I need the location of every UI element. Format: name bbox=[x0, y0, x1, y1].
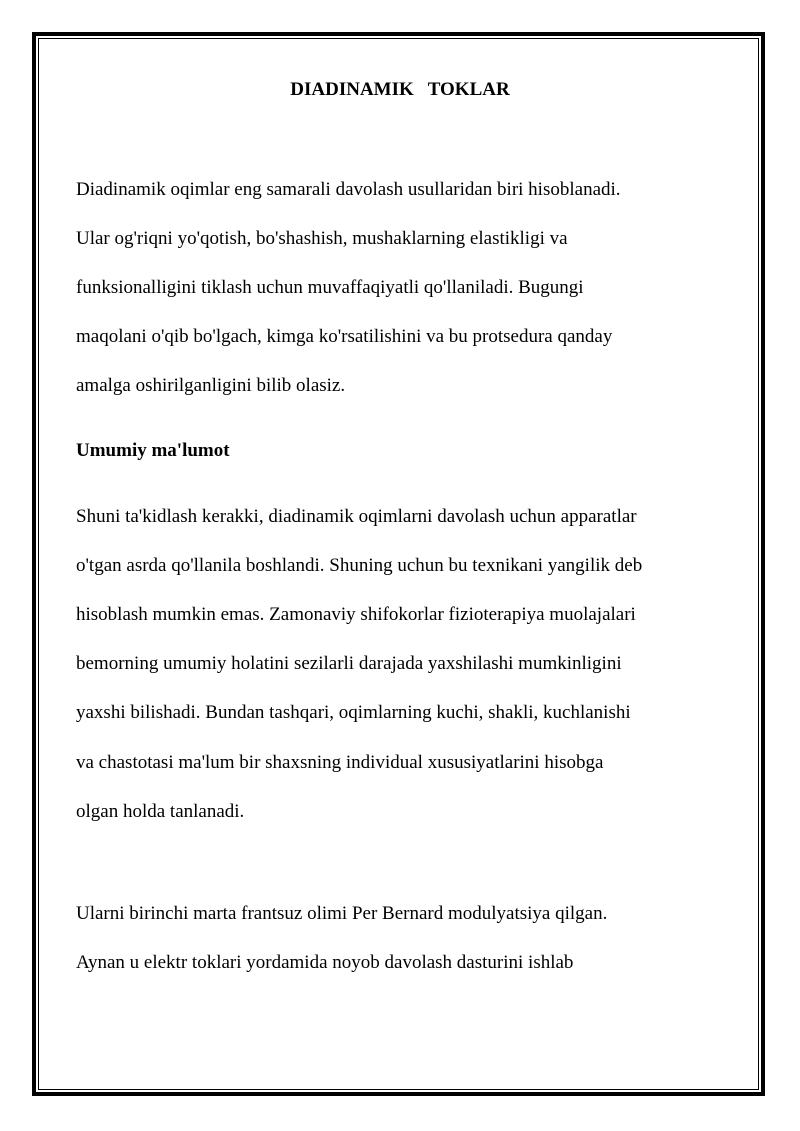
text-line: amalga oshirilganligini bilib olasiz. bbox=[76, 375, 346, 396]
text-line: va chastotasi ma'lum bir shaxsning individual xususiyatlarini hisobga bbox=[76, 752, 604, 773]
section-heading: Umumiy ma'lumot bbox=[76, 440, 230, 461]
text-line: Diadinamik oqimlar eng samarali davolash usullaridan biri hisoblanadi. bbox=[76, 179, 621, 200]
text-line: funksionalligini tiklash uchun muvaffaqiyatli qo'llaniladi. Bugungi bbox=[76, 277, 584, 298]
text-line: bemorning umumiy holatini sezilarli darajada yaxshilashi mumkinligini bbox=[76, 653, 622, 674]
text-line: Shuni ta'kidlash kerakki, diadinamik oqimlarni davolash uchun apparatlar bbox=[76, 506, 637, 527]
text-line: yaxshi bilishadi. Bundan tashqari, oqimlarning kuchi, shakli, kuchlanishi bbox=[76, 702, 631, 723]
document-title: DIADINAMIK TOKLAR bbox=[290, 79, 510, 100]
text-line: Aynan u elektr toklari yordamida noyob davolash dasturini ishlab bbox=[76, 952, 574, 973]
text-line: olgan holda tanlanadi. bbox=[76, 801, 245, 822]
text-line: Ularni birinchi marta frantsuz olimi Per Bernard modulyatsiya qilgan. bbox=[76, 903, 608, 924]
text-line: Ular og'riqni yo'qotish, bo'shashish, mushaklarning elastikligi va bbox=[76, 228, 568, 249]
text-line: o'tgan asrda qo'llanila boshlandi. Shuning uchun bu texnikani yangilik deb bbox=[76, 555, 643, 576]
text-line: maqolani o'qib bo'lgach, kimga ko'rsatilishini va bu protsedura qanday bbox=[76, 326, 613, 347]
text-line: hisoblash mumkin emas. Zamonaviy shifokorlar fizioterapiya muolajalari bbox=[76, 604, 636, 625]
